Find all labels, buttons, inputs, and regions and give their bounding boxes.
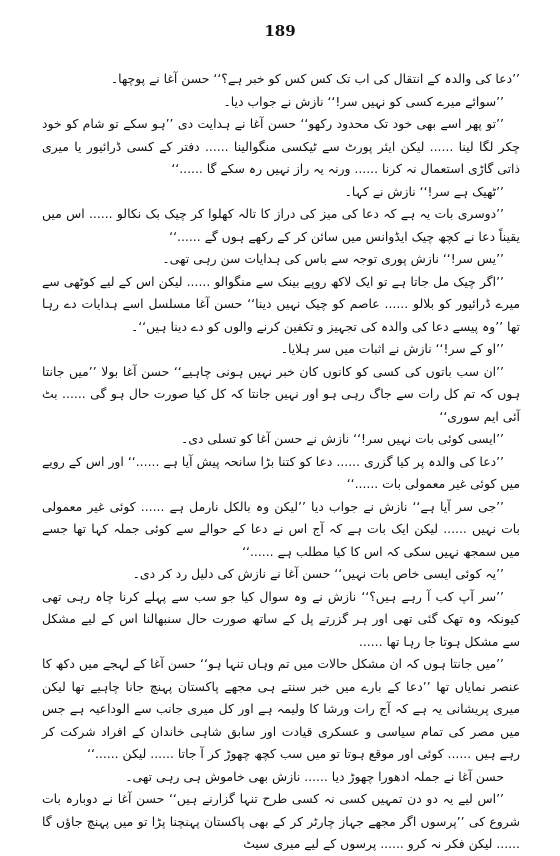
paragraph-15: ’’میں جانتا ہوں کہ ان مشکل حالات میں تم وہاں تنہا ہو‘‘ حسن آغا کے لہجے میں دکھ کا عنصر نمایاں تھا ’’دعا کے بارے میں خبر سنتے ہی مجھے پاکستان پہنچ جانا چاہیے تھا لیکن میری پریشانی یہ ہے کہ آج رات ورشا کا ولیمہ ہے اور کل میری جانب سے الوداعیہ ہے جس میں مصر کی تمام سیاسی و عسکری قیادت اور سابق شاہی خاندان کے افراد شرکت کر رہے ہیں ...... کوئی اور موقع ہوتا تو میں سب کچھ چھوڑ کر آ جاتا ...... لیکن ......‘‘: [42, 656, 520, 761]
paragraph-14: ’’سر آپ کب آ رہے ہیں؟‘‘ نازش نے وہ سوال کیا جو سب سے پہلے کرنا چاہ رہی تھی کیونکہ وہ تھک گئی تھی اور ہر گزرتے پل کے ساتھ صورت حال سنبھالنا اس کے لیے مشکل سے مشکل ہوتا جا رہا تھا ......: [42, 588, 520, 649]
paragraph-1: ’’دعا کی والدہ کے انتقال کی اب تک کس کس کو خبر ہے؟‘‘ حسن آغا نے پوچھا۔: [110, 71, 520, 86]
paragraph-3: ’’تو پھر اسے بھی خود تک محدود رکھو‘‘ حسن آغا نے ہدایت دی ’’ہو سکے تو شام کو خود چکر لگا لینا ...... لیکن ایئر پورٹ سے ٹیکسی منگوالینا ...... دفتر کے کسی ڈرائیور یا میری ذاتی گاڑی استعمال نہ کرنا ...... ورنہ یہ راز نہیں رہ سکے گا ......‘‘: [42, 116, 520, 176]
paragraph-17: ’’اس لیے یہ دو دن تمہیں کسی نہ کسی طرح تنہا گزارنے ہیں‘‘ حسن آغا نے دوبارہ بات شروع کی ’’پرسوں اگر مجھے جہاز چارٹر کر کے بھی پاکستان پہنچنا پڑا تو میں پہنچ جاؤں گا ...... لیکن فکر نہ کرو ...... پرسوں کے لیے میری سیٹ: [42, 791, 520, 851]
paragraph-12: ’’جی سر آیا ہے‘‘ نازش نے جواب دیا ’’لیکن وہ بالکل نارمل ہے ...... کوئی غیر معمولی بات نہیں ...... لیکن ایک بات ہے کہ آج اس نے دعا کے حوالے سے کوئی جملہ کہا تھا جسے میں سمجھ نہیں سکی کہ اس کا کیا مطلب ہے ......‘‘: [42, 498, 520, 559]
paragraph-2: ’’سوائے میرے کسی کو نہیں سر!‘‘ نازش نے جواب دیا۔: [223, 93, 504, 109]
paragraph-9: ’’ان سب باتوں کی کسی کو کانوں کان خبر نہیں ہونی چاہیے‘‘ حسن آغا بولا ’’میں جانتا ہوں کہ تم کل رات سے جاگ رہی ہو اور نہیں جانتا کہ کل کیا صورت حال ہو گی ...... بٹ آئی ایم سوری‘‘: [42, 363, 520, 424]
paragraph-7: ’’اگر چیک مل جاتا ہے تو ایک لاکھ روپے بینک سے منگوالو ...... لیکن اس کے لیے کوٹھی سے میرے ڈرائیور کو بلالو ...... عاصم کو چیک نہیں دینا‘‘ حسن آغا مسلسل اسے ہدایات دے رہا تھا ’’وہ پیسے دعا کی والدہ کی تجہیز و تکفین کرنے والوں کو دے دینا ہیں‘‘۔: [42, 273, 520, 334]
paragraph-4: ’’ٹھیک ہے سر!‘‘ نازش نے کہا۔: [344, 183, 504, 199]
paragraph-8: ’’او کے سر!‘‘ نازش نے اثبات میں سر ہلایا۔: [280, 341, 504, 356]
paragraph-10: ’’ایسی کوئی بات نہیں سر!‘‘ نازش نے حسن آغا کو تسلی دی۔: [181, 431, 504, 446]
paragraph-6: ’’یس سر!‘‘ نازش پوری توجہ سے باس کی ہدایات سن رہی تھی۔: [162, 251, 504, 266]
body-text: [42, 68, 520, 856]
paragraph-16: حسن آغا نے جملہ ادھورا چھوڑ دیا ...... نازش بھی خاموش ہی رہی تھی۔: [125, 768, 504, 784]
paragraph-5: ’’دوسری بات یہ ہے کہ دعا کی میز کی دراز کا تالہ کھلوا کر چیک بک نکالو ...... اس میں یقیناً دعا نے کچھ چیک ایڈوانس میں سائن کر کے رکھے ہوں گے ......‘‘: [42, 206, 520, 244]
paragraph-11: ’’دعا کی والدہ پر کیا گزری ...... دعا کو کتنا بڑا سانحہ پیش آیا ہے ......‘‘ اور اس کے رویے میں کوئی غیر معمولی بات ......‘‘: [42, 453, 520, 491]
page-number: 189: [264, 22, 296, 40]
paragraph-13: ’’یہ کوئی ایسی خاص بات نہیں‘‘ حسن آغا نے نازش کی دلیل رد کر دی۔: [132, 566, 504, 581]
